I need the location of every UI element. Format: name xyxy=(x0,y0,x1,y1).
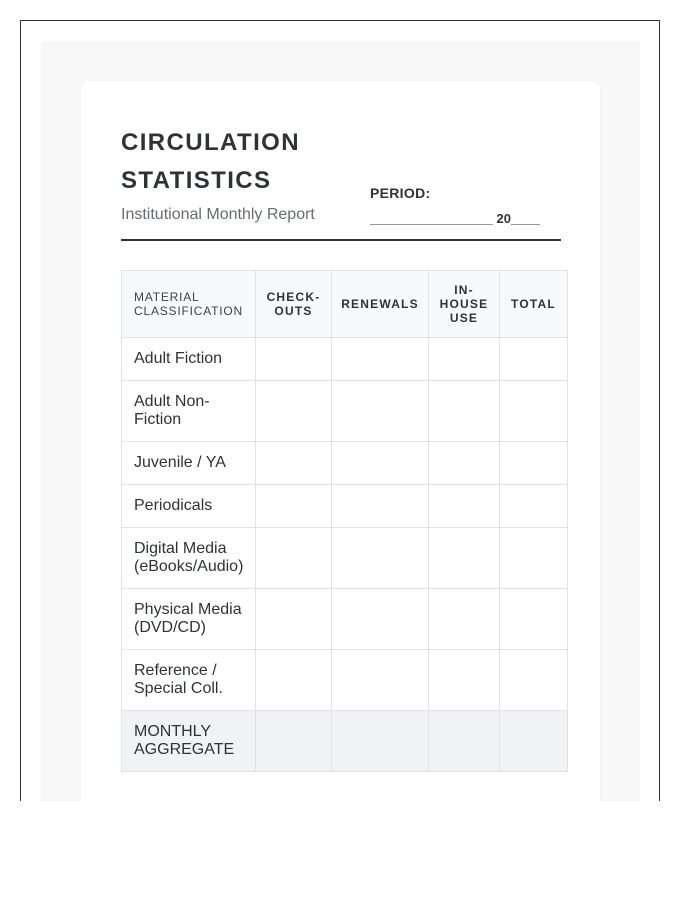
table-row xyxy=(122,528,568,589)
column-header-in-house-use: IN-HOUSE USE xyxy=(429,271,500,338)
cell-total[interactable] xyxy=(500,442,568,485)
cell-checkouts[interactable] xyxy=(256,338,332,381)
cell-total[interactable] xyxy=(500,485,568,528)
page-frame xyxy=(20,20,660,801)
cell-checkouts[interactable] xyxy=(256,485,332,528)
cell-renewals[interactable] xyxy=(332,338,429,381)
cell-checkouts[interactable] xyxy=(256,650,332,711)
table-row xyxy=(122,589,568,650)
period-field[interactable] xyxy=(370,211,562,227)
cell-in-house-use[interactable] xyxy=(429,381,500,442)
circulation-table xyxy=(121,270,568,772)
period-year-blank[interactable]: ____ xyxy=(511,211,540,226)
cell-renewals[interactable] xyxy=(332,381,429,442)
table-header-row xyxy=(122,271,568,338)
cell-total[interactable] xyxy=(500,338,568,381)
period-label: PERIOD: xyxy=(370,185,431,201)
cell-renewals[interactable] xyxy=(332,528,429,589)
table-row xyxy=(122,650,568,711)
page-title: CIRCULATION STATISTICS xyxy=(121,129,300,194)
row-label: Adult Non-Fiction xyxy=(122,381,256,442)
cell-total[interactable] xyxy=(500,381,568,442)
cell-in-house-use[interactable] xyxy=(429,442,500,485)
cell-in-house-use[interactable] xyxy=(429,338,500,381)
cell-renewals[interactable] xyxy=(332,442,429,485)
cell-renewals[interactable] xyxy=(332,485,429,528)
period-month-blank[interactable]: _________________ xyxy=(370,211,493,226)
table-row xyxy=(122,485,568,528)
table-row xyxy=(122,381,568,442)
cell-in-house-use[interactable] xyxy=(429,650,500,711)
aggregate-checkouts[interactable] xyxy=(256,711,332,772)
column-header-material-classification: MATERIAL CLASSIFICATION xyxy=(122,271,256,338)
column-header-total: TOTAL xyxy=(500,271,568,338)
cell-total[interactable] xyxy=(500,528,568,589)
cell-renewals[interactable] xyxy=(332,589,429,650)
aggregate-renewals[interactable] xyxy=(332,711,429,772)
row-label: Juvenile / YA xyxy=(122,442,256,485)
column-header-renewals: RENEWALS xyxy=(332,271,429,338)
report-subtitle: Institutional Monthly Report xyxy=(121,206,315,223)
cell-checkouts[interactable] xyxy=(256,442,332,485)
cell-total[interactable] xyxy=(500,589,568,650)
row-label: Digital Media (eBooks/Audio) xyxy=(122,528,256,589)
cell-checkouts[interactable] xyxy=(256,589,332,650)
cell-renewals[interactable] xyxy=(332,650,429,711)
period-year-prefix: 20 xyxy=(496,211,512,226)
row-label: Periodicals xyxy=(122,485,256,528)
cell-total[interactable] xyxy=(500,650,568,711)
cell-in-house-use[interactable] xyxy=(429,528,500,589)
aggregate-label: MONTHLY AGGREGATE xyxy=(122,711,256,772)
cell-checkouts[interactable] xyxy=(256,381,332,442)
cell-in-house-use[interactable] xyxy=(429,485,500,528)
cell-in-house-use[interactable] xyxy=(429,589,500,650)
cell-checkouts[interactable] xyxy=(256,528,332,589)
report-card xyxy=(81,81,600,801)
row-label: Adult Fiction xyxy=(122,338,256,381)
table-row xyxy=(122,442,568,485)
aggregate-total[interactable] xyxy=(500,711,568,772)
aggregate-in-house-use[interactable] xyxy=(429,711,500,772)
row-label: Physical Media (DVD/CD) xyxy=(122,589,256,650)
row-label: Reference / Special Coll. xyxy=(122,650,256,711)
period-block xyxy=(370,185,562,227)
report-header xyxy=(121,121,561,241)
table-row xyxy=(122,338,568,381)
aggregate-row xyxy=(122,711,568,772)
column-header-checkouts: CHECK-OUTS xyxy=(256,271,332,338)
page-background-panel xyxy=(41,41,640,801)
